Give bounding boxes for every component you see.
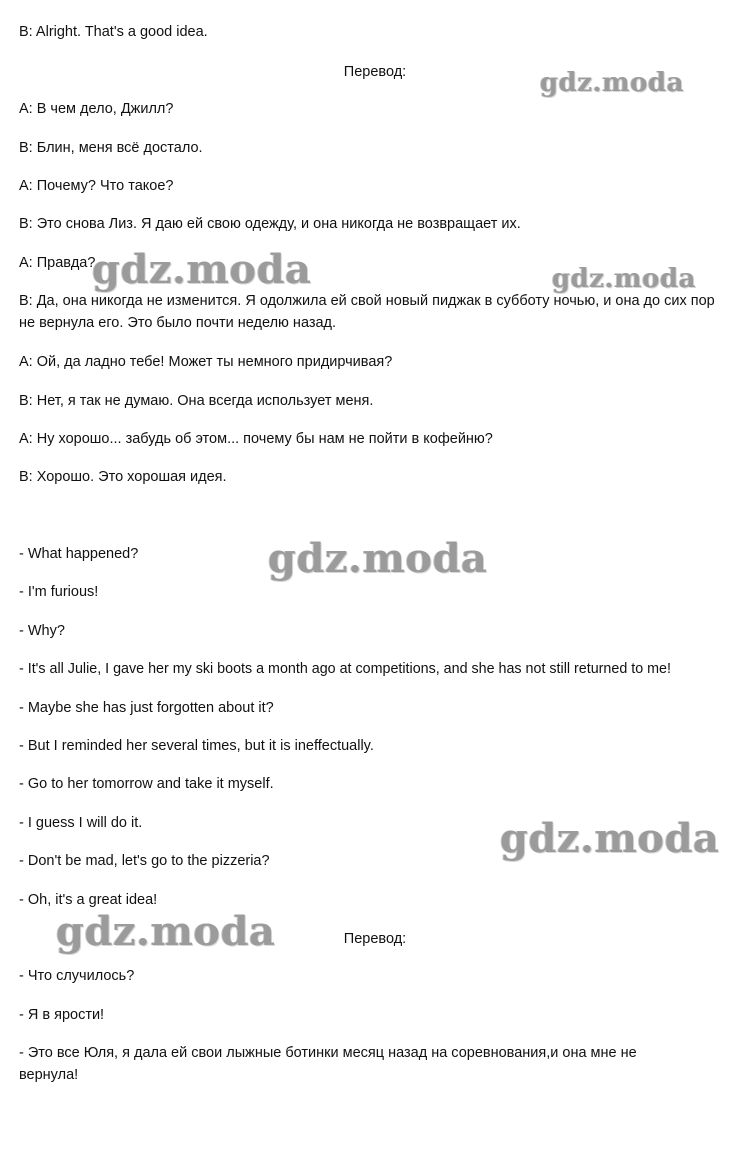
dialogue-line: A: В чем дело, Джилл? [19, 101, 174, 117]
dialogue-line: B: Хорошо. Это хорошая идея. [19, 469, 227, 485]
dialogue-line: - Я в ярости! [19, 1007, 105, 1023]
translation-heading: Перевод: [343, 931, 407, 947]
dialogue-line: - What happened? [19, 546, 139, 562]
watermark-logo: gdz.moda [56, 908, 276, 955]
dialogue-line: - Maybe she has just forgotten about it? [19, 700, 274, 716]
dialogue-line: - Это все Юля, я дала ей свои лыжные ботинки месяц назад на соревнования,и она мне не вернула! [19, 1045, 637, 1083]
dialogue-line: - I'm furious! [19, 584, 99, 600]
dialogue-line: - Что случилось? [19, 968, 135, 984]
dialogue-line: B: Блин, меня всё достало. [19, 140, 203, 156]
dialogue-line: A: Ой, да ладно тебе! Может ты немного придирчивая? [19, 354, 393, 370]
watermark-logo: gdz.moda [268, 535, 488, 582]
dialogue-line: - I guess I will do it. [19, 815, 143, 831]
dialogue-line: A: Ну хорошо... забудь об этом... почему бы нам не пойти в кофейню? [19, 431, 493, 447]
dialogue-line: - Go to her tomorrow and take it myself. [19, 776, 274, 792]
dialogue-line: - It's all Julie, I gave her my ski boots a month ago at competitions, and she has not still returned to me! [19, 661, 671, 677]
translation-heading: Перевод: [343, 64, 407, 80]
watermark-logo: gdz.moda [552, 264, 697, 294]
watermark-logo: gdz.moda [500, 815, 720, 862]
dialogue-line: A: Почему? Что такое? [19, 178, 174, 194]
dialogue-line: - But I reminded her several times, but it is ineffectually. [19, 738, 374, 754]
dialogue-line: B: Да, она никогда не изменится. Я одолжила ей свой новый пиджак в субботу ночью, и она до сих пор не вернула его. Это было почти неделю назад. [19, 293, 715, 331]
dialogue-line: - Oh, it's a great idea! [19, 892, 158, 908]
watermark-logo: gdz.moda [540, 68, 685, 98]
dialogue-line: B: Alright. That's a good idea. [19, 24, 208, 40]
dialogue-line: B: Нет, я так не думаю. Она всегда использует меня. [19, 393, 374, 409]
watermark-logo: gdz.moda [92, 246, 312, 293]
dialogue-line: B: Это снова Лиз. Я даю ей свою одежду, и она никогда не возвращает их. [19, 216, 521, 232]
dialogue-line: A: Правда? [19, 255, 96, 271]
dialogue-line: - Don't be mad, let's go to the pizzeria? [19, 853, 270, 869]
dialogue-line: - Why? [19, 623, 65, 639]
